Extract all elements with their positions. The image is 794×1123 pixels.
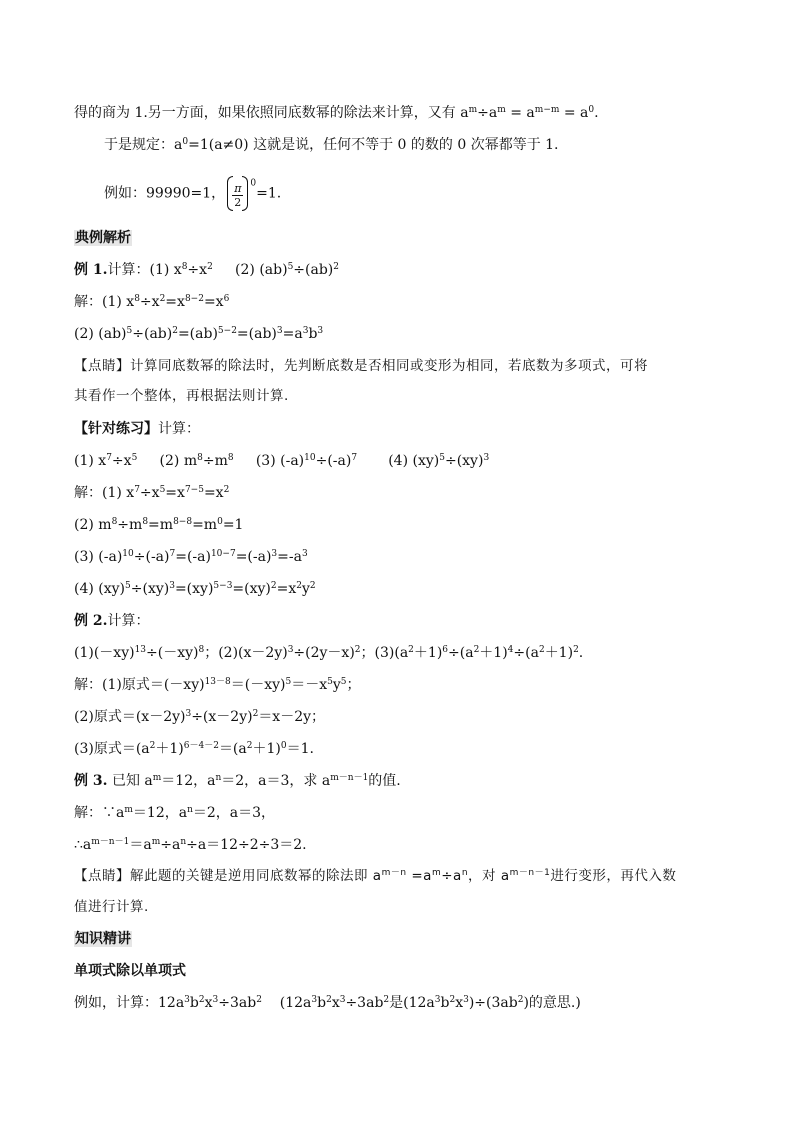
text: ÷(ab) xyxy=(132,326,173,342)
solution-line xyxy=(74,835,307,855)
text: ÷(a xyxy=(448,645,474,661)
text: . xyxy=(578,645,584,661)
note-line xyxy=(74,897,149,917)
text: ＝2，a＝3，求 a xyxy=(221,773,331,789)
text: x xyxy=(331,995,340,1011)
exponent: 2 xyxy=(408,645,414,655)
solution-line xyxy=(74,515,243,535)
solution-line xyxy=(74,547,308,567)
text: ÷(xy) xyxy=(444,453,484,469)
text: ÷m xyxy=(117,517,143,533)
example-line xyxy=(74,611,150,631)
text: 已知 a xyxy=(107,773,153,789)
exponent: 2 xyxy=(149,741,156,751)
text: ＝12，a xyxy=(161,773,216,789)
exponent: 2 xyxy=(573,645,579,655)
exponent: 2 xyxy=(172,326,178,336)
exponent: 5 xyxy=(287,262,294,272)
exponent: 3 xyxy=(212,995,219,1005)
text-line xyxy=(104,178,281,209)
exponent: 5 xyxy=(131,453,138,463)
exponent: 2 xyxy=(449,995,456,1005)
exponent: 5 xyxy=(125,581,131,591)
numerator: π xyxy=(234,182,242,195)
text: =(ab) xyxy=(236,326,277,342)
text: (2) m xyxy=(74,517,112,533)
exponent: 2 xyxy=(538,645,545,655)
exponent: 0 xyxy=(250,178,257,189)
heading-text: 单项式除以单项式 xyxy=(74,963,186,979)
text: =m xyxy=(192,517,218,533)
note-line xyxy=(74,866,676,886)
text: ∴a xyxy=(74,837,92,853)
text: ÷(ab) xyxy=(293,262,334,278)
subsection-heading xyxy=(74,961,186,981)
text: 解：(1) x xyxy=(74,485,135,501)
exponent: 3 xyxy=(301,549,308,559)
exponent: 7−5 xyxy=(184,485,204,495)
exponent: 0 xyxy=(182,137,189,147)
text: x xyxy=(204,995,213,1011)
note-text: 【点睛】解此题的关键是逆用同底数幂的除法即 a xyxy=(74,868,382,884)
text: ；(2)(x－2y) xyxy=(204,645,288,661)
text: (2) (ab) xyxy=(74,326,127,342)
exponent: m xyxy=(497,105,506,115)
text: =(-a) xyxy=(175,549,211,565)
text: ÷(x－2y) xyxy=(191,709,253,725)
solution-line xyxy=(74,803,275,823)
text: . xyxy=(594,105,599,121)
text: 是(12a xyxy=(389,995,435,1011)
note-text: 其看作一个整体，再根据法则计算. xyxy=(74,388,289,404)
exponent: 2 xyxy=(383,995,390,1005)
text: ÷(a xyxy=(513,645,539,661)
text: b xyxy=(440,995,450,1011)
note-text: =a xyxy=(406,868,432,884)
exponent: 3 xyxy=(169,581,175,591)
solution-line xyxy=(74,675,361,695)
text: 计算： xyxy=(107,613,150,629)
text: 解：(1) x xyxy=(74,294,135,310)
text: ÷a xyxy=(160,837,181,853)
practice-line xyxy=(74,451,489,471)
solution-line xyxy=(74,579,316,599)
exponent: 8 xyxy=(111,517,118,527)
text: (3) (-a) xyxy=(74,549,123,565)
text: 计算： xyxy=(158,421,200,437)
exponent: 5 xyxy=(439,453,445,463)
text: x xyxy=(455,995,464,1011)
exponent: 10 xyxy=(304,453,316,463)
text: =x xyxy=(203,294,224,310)
exponent: 5 xyxy=(327,677,333,687)
exponent: 3 xyxy=(311,995,318,1005)
text: ＝x－2y； xyxy=(258,709,326,725)
text: y xyxy=(332,677,341,693)
text: ÷(－xy) xyxy=(146,645,199,661)
text: 例如，计算：12a xyxy=(74,995,185,1011)
text: y xyxy=(302,581,310,597)
heading-text: 典例解析 xyxy=(75,230,131,246)
exponent: 5−2 xyxy=(217,326,237,336)
text: b xyxy=(317,995,327,1011)
section-heading xyxy=(74,228,132,248)
exponent: 2 xyxy=(207,262,213,272)
exponent: 3 xyxy=(184,995,190,1005)
exponent: 2 xyxy=(159,294,166,304)
exponent: 2 xyxy=(326,995,332,1005)
exponent: 8 xyxy=(134,294,140,304)
exponent: m−m xyxy=(534,105,560,115)
text: b xyxy=(189,995,199,1011)
note-text: ，对 a xyxy=(468,868,510,884)
text: =(xy) xyxy=(232,581,271,597)
text: =-a xyxy=(277,549,302,565)
text: ÷(-a) xyxy=(315,453,352,469)
text: ＝2，a＝3， xyxy=(192,805,276,821)
exponent: 5 xyxy=(159,485,166,495)
text: ÷x xyxy=(139,485,160,501)
text: ÷3ab xyxy=(345,995,384,1011)
exponent: 3 xyxy=(339,995,346,1005)
exponent: 2 xyxy=(252,709,259,719)
practice-heading xyxy=(74,419,200,439)
exponent: 3 xyxy=(317,326,324,336)
text: ÷x xyxy=(111,453,132,469)
note-text: 【点睛】计算同底数幂的除法时，先判断底数是否相同或变形为相同，若底数为多项式，可将 xyxy=(74,358,648,374)
exponent: 5 xyxy=(285,677,292,687)
denominator: 2 xyxy=(234,196,242,209)
text: ÷x xyxy=(139,294,160,310)
example-label: 例 3. xyxy=(74,773,108,789)
text: ÷x xyxy=(187,262,208,278)
text: )的意思.) xyxy=(523,995,581,1011)
text: 计算：(1) x xyxy=(107,262,182,278)
exponent: 2 xyxy=(198,995,205,1005)
text: ＋1) xyxy=(544,645,574,661)
exponent: 2 xyxy=(354,645,361,655)
text: 解：∵a xyxy=(74,805,125,821)
example-label: 例 1. xyxy=(74,262,108,278)
solution-line xyxy=(74,292,229,312)
solution-line xyxy=(74,739,314,759)
exponent: 2 xyxy=(223,485,230,495)
text: 解：(1)原式＝(－xy) xyxy=(74,677,205,693)
exponent: n xyxy=(180,837,187,847)
example-line xyxy=(74,260,339,280)
text: (4) (xy) xyxy=(357,453,440,469)
text: ＝(－xy) xyxy=(230,677,286,693)
exponent: 8−2 xyxy=(184,294,204,304)
text: (3) (-a) xyxy=(233,453,305,469)
exponent: 7 xyxy=(169,549,176,559)
exponent: 3 xyxy=(276,326,283,336)
text: (3)原式＝(a xyxy=(74,741,150,757)
text: 得的商为 1.另一方面，如果依照同底数幂的除法来计算，又有 xyxy=(74,105,461,121)
exponent: 2 xyxy=(256,995,262,1005)
text: (12a xyxy=(261,995,312,1011)
exponent: 13－8 xyxy=(204,677,231,687)
text: ＋1) xyxy=(252,741,281,757)
text: ÷a xyxy=(477,105,498,121)
text: ÷3ab xyxy=(218,995,257,1011)
text: = a xyxy=(559,105,589,121)
text: ＝－x xyxy=(291,677,328,693)
exponent: 8 xyxy=(197,453,203,463)
exponent: m－n－1 xyxy=(330,773,369,783)
exponent: 2 xyxy=(517,995,524,1005)
text: 的值. xyxy=(368,773,401,789)
text: )÷(3ab xyxy=(468,995,518,1011)
exponent: 8 xyxy=(181,262,188,272)
text: ＋1) xyxy=(413,645,443,661)
exponent: 6 xyxy=(442,645,449,655)
solution-line xyxy=(74,324,323,344)
exponent: 3 xyxy=(302,326,309,336)
text: =1(a≠0) 这就是说，任何不等于 0 的数的 0 次幂都等于 1. xyxy=(188,137,559,153)
text: =(-a) xyxy=(235,549,272,565)
text: ＝(a xyxy=(218,741,247,757)
exponent: m－n－1 xyxy=(91,837,130,847)
section-heading xyxy=(74,929,132,949)
exponent: 2 xyxy=(333,262,339,272)
text: ＋1) xyxy=(479,645,508,661)
text: ＝a xyxy=(129,837,152,853)
solution-line xyxy=(74,707,325,727)
exponent: 3 xyxy=(287,645,294,655)
exponent: 2 xyxy=(246,741,253,751)
note-text: ÷a xyxy=(441,868,462,884)
text: ÷(2y－x) xyxy=(293,645,355,661)
note-text: 值进行计算. xyxy=(74,899,149,915)
text: 例如：99990=1， xyxy=(104,185,226,202)
text: =m xyxy=(148,517,174,533)
text: a xyxy=(460,105,469,121)
text: ＝12，a xyxy=(132,805,188,821)
exponent: 8 xyxy=(198,645,205,655)
exponent: 7 xyxy=(134,485,140,495)
text: =x xyxy=(165,485,185,501)
text: =x xyxy=(203,485,224,501)
text-line xyxy=(74,103,599,123)
exponent: 0 xyxy=(280,741,287,751)
text: ÷m xyxy=(202,453,228,469)
exponent: m xyxy=(151,837,161,847)
text: = a xyxy=(505,105,535,121)
exponent: 13 xyxy=(134,645,147,655)
heading-text: 知识精讲 xyxy=(75,931,131,947)
text: =(xy) xyxy=(174,581,214,597)
text: =a xyxy=(282,326,303,342)
fraction-paren xyxy=(227,178,248,209)
exponent: m xyxy=(468,105,478,115)
note-line xyxy=(74,386,289,406)
note-text: 进行变形，再代入数 xyxy=(550,868,677,884)
exponent: 8−8 xyxy=(173,517,193,527)
exponent: 2 xyxy=(270,581,277,591)
exponent: 10−7 xyxy=(210,549,236,559)
exponent: m xyxy=(431,868,442,878)
text: =x xyxy=(276,581,297,597)
text: b xyxy=(308,326,318,342)
text: 于是规定：a xyxy=(104,137,183,153)
text: ；(3)(a xyxy=(360,645,409,661)
exponent: 7 xyxy=(106,453,112,463)
text: ； xyxy=(346,677,361,693)
exponent: 6－4－2 xyxy=(183,741,219,751)
text: =x xyxy=(165,294,185,310)
exponent: 5 xyxy=(126,326,133,336)
exponent: 5−3 xyxy=(213,581,233,591)
exponent: 3 xyxy=(185,709,192,719)
exponent: n xyxy=(461,868,469,878)
text: (2) (ab) xyxy=(212,262,288,278)
text: =1. xyxy=(256,185,282,202)
text: ＋1) xyxy=(155,741,184,757)
text: (2)原式＝(x－2y) xyxy=(74,709,186,725)
text: ÷(xy) xyxy=(130,581,170,597)
exponent: 0 xyxy=(588,105,595,115)
example-line xyxy=(74,771,401,791)
exponent: 6 xyxy=(223,294,230,304)
exponent: n xyxy=(215,773,222,783)
exponent: m－n xyxy=(381,868,407,878)
exponent: m xyxy=(152,773,162,783)
practice-label: 【针对练习】 xyxy=(74,421,158,437)
exponent: 3 xyxy=(271,549,278,559)
exponent: 3 xyxy=(434,995,441,1005)
exponent: 4 xyxy=(507,645,514,655)
text: =(ab) xyxy=(177,326,218,342)
text: =1 xyxy=(222,517,244,533)
exponent: 7 xyxy=(351,453,358,463)
text: (4) (xy) xyxy=(74,581,126,597)
text: (1)(－xy) xyxy=(74,645,135,661)
exponent: 5 xyxy=(340,677,347,687)
text: (1) x xyxy=(74,453,107,469)
exponent: n xyxy=(187,805,193,815)
exponent: 10 xyxy=(122,549,134,559)
question-line xyxy=(74,643,583,663)
text: ÷(-a) xyxy=(133,549,170,565)
note-line xyxy=(74,356,648,376)
exponent: m－n－1 xyxy=(509,868,551,878)
exponent: 0 xyxy=(217,517,223,527)
example-line xyxy=(74,993,581,1013)
solution-line xyxy=(74,483,229,503)
example-label: 例 2. xyxy=(74,613,108,629)
exponent: 3 xyxy=(463,995,469,1005)
exponent: m xyxy=(124,805,133,815)
exponent: 8 xyxy=(142,517,149,527)
exponent: 8 xyxy=(227,453,234,463)
text-line xyxy=(104,135,559,155)
exponent: 2 xyxy=(473,645,480,655)
text: ＝1. xyxy=(286,741,314,757)
text: ÷a＝12÷2÷3＝2. xyxy=(186,837,307,853)
exponent: 2 xyxy=(296,581,302,591)
text: (2) m xyxy=(137,453,198,469)
exponent: 3 xyxy=(483,453,490,463)
exponent: 2 xyxy=(309,581,316,591)
